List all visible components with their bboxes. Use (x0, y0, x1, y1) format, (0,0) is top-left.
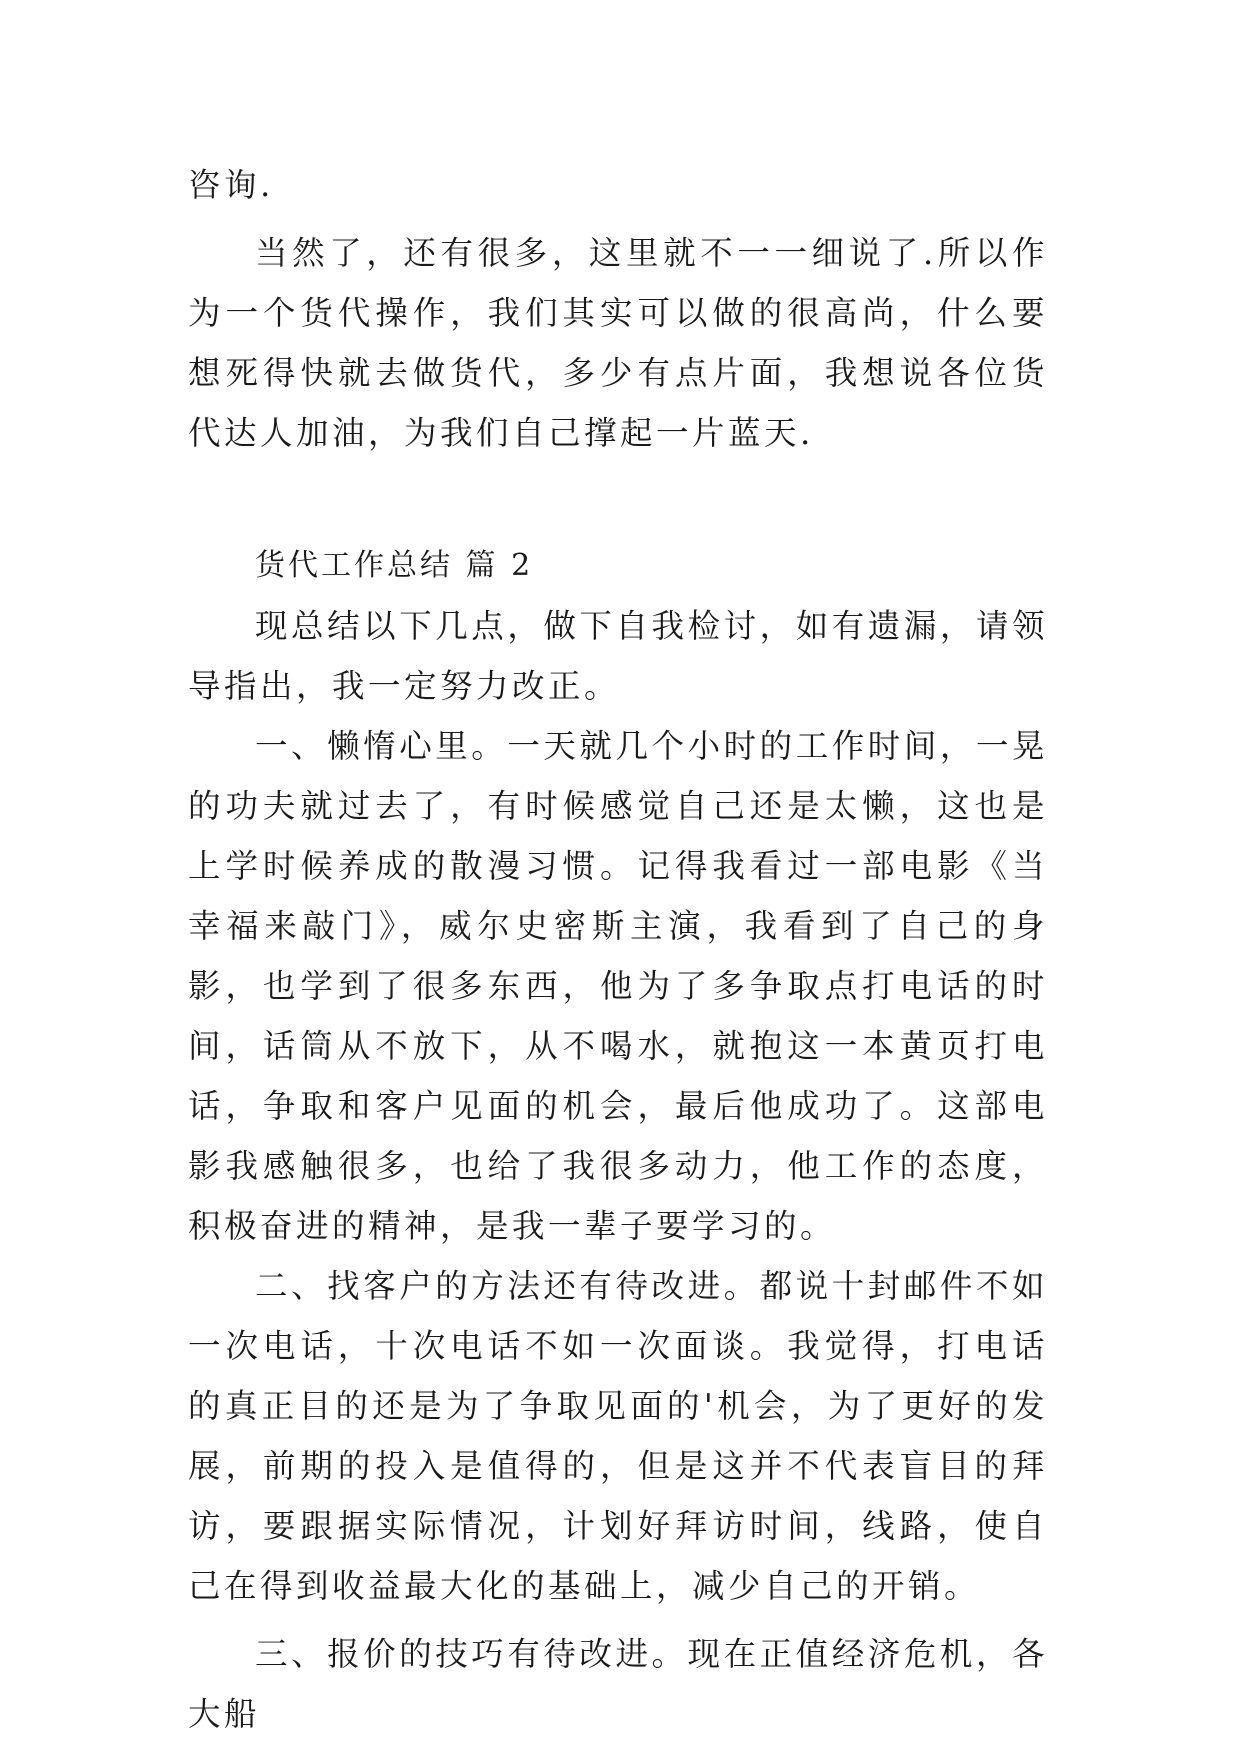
paragraph-summary-intro: 现总结以下几点，做下自我检讨，如有遗漏，请领导指出，我一定努力改正。 (188, 607, 1048, 705)
paragraph-point-3: 三、报价的技巧有待改进。现在正值经济危机，各大船 (188, 1635, 1048, 1733)
paragraph-point-2: 二、找客户的方法还有待改进。都说十封邮件不如一次电话，十次电话不如一次面谈。我觉得，打电话的真正目的还是为了争取见面的'机会，为了更好的发展，前期的投入是值得的，但是这并不代表盲目的拜访，要跟据实际情况，计划好拜访时间，线路，使自己在得到收益最大化的基础上，减少自己的开销。 (188, 1267, 1048, 1605)
section-heading: 货代工作总结 篇 2 (255, 548, 534, 583)
document-page (188, 155, 1048, 1744)
paragraph-point-1: 一、懒惰心里。一天就几个小时的工作时间，一晃的功夫就过去了，有时候感觉自己还是太懒，这也是上学时候养成的散漫习惯。记得我看过一部电影《当幸福来敲门》，威尔史密斯主演，我看到了自己的身影，也学到了很多东西，他为了多争取点打电话的时间，话筒从不放下，从不喝水，就抱这一本黄页打电话，争取和客户见面的机会，最后他成功了。这部电影我感触很多，也给了我很多动力，他工作的态度，积极奋进的精神，是我一辈子要学习的。 (188, 727, 1048, 1245)
paragraph-conclusion: 当然了，还有很多，这里就不一一细说了.所以作为一个货代操作，我们其实可以做的很高尚，什么要想死得快就去做货代，多少有点片面，我想说各位货代达人加油，为我们自己撑起一片蓝天. (188, 234, 1048, 452)
paragraph-consult: 咨询. (188, 166, 274, 204)
